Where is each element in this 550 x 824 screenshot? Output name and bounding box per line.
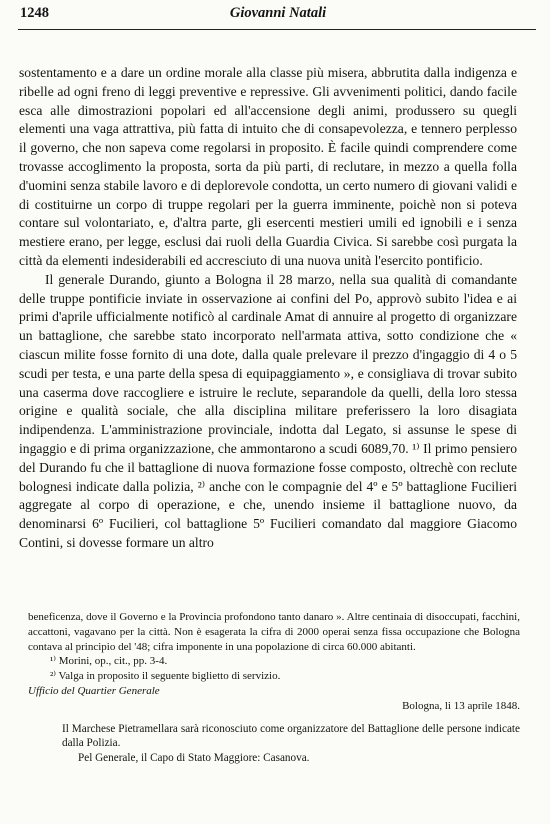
date-line: Bologna, li 13 aprile 1848. <box>402 699 520 712</box>
paragraph-1: sostentamento e a dare un ordine morale alla classe più misera, abbrutita dalla indigenza e ribelle ad ogni freno di leggi preventive e repressive. Gli avvenimenti politici, dando facile esca alle dimostrazioni popolari ed all'accensione degli animi, produssero su quegli elementi una vaga attrattiva, più fatta di intuito che di consapevolezza, e tennero perplesso il governo, che non sapeva come regolarsi in proposito. È facile quindi comprendere come trovasse accoglimento la proposta, sorta da più parti, di reclutare, in mezzo a quella folla d'uomini senza stabile lavoro e di deplorevole condotta, un certo numero di giovani validi e di costituirne un corpo di truppe regolari per la guerra imminente, poichè non si poteva contare sul volontariato, e, d'altra parte, gli esercenti mestieri umili ed ignobili e i senza mestiere erano, per legge, esclusi dai ruoli della Guardia Civica. Si sarebbe così purgata la città da elementi indesiderabili ed accresciuto di una nuova unità l'esercito pontificio. <box>19 65 517 268</box>
page-header <box>20 5 536 27</box>
paragraph-2: Il generale Durando, giunto a Bologna il 28 marzo, nella sua qualità di comandante delle truppe pontificie inviate in osservazione ai confini del Po, approvò subito l'idea e ai primi d'aprile ufficialmente notificò al cardinale Amat di annuire al progetto di organizzare un battaglione, che sarebbe stato incorporato nell'armata attiva, sotto condizione che « ciascun milite fosse fornito di una dote, dalla quale prelevare il prezzo d'ingaggio di 4 o 5 scudi per testa, e una parte della spesa di equipaggiamento », e consigliava di trovar subito una caserma dove raccogliere e istruire le reclute, separandole da quelli, della loro stessa origine e qualità sociale, che alla disciplina militare preferissero la loro disagiata indipendenza. L'amministrazione provinciale, indotta dal Legato, si assunse le spese di ingaggio e di prima organizzazione, che ammontarono a scudi 6089,70. ¹⁾ Il primo pensiero del Durando fu che il battaglione di nuova formazione fosse composto, oltrechè con reclute bolognesi indicate dalla polizia, ²⁾ anche con le compagnie del 4º e 5º battaglione Fucilieri aggregate al corpo di operazione, e che, unendo insieme il battaglione nuovo, da denominarsi 6º Fucilieri, col battaglione 5º Fucilieri comandato dal maggiore Giacomo Contini, si dovesse formare un altro <box>19 271 517 550</box>
signature: Pel Generale, il Capo di Stato Maggiore: Casanova. <box>78 752 310 765</box>
header-rule <box>18 29 536 30</box>
footnote-continuation: beneficenza, dove il Governo e la Provincia profondono tanto danaro ». Altre centinaia di disoccupati, facchini, accattoni, vagavano per la città. Non è esagerata la cifra di 2000 operai senza fissa occupazione che Bologna contava al principio del '48; cifra imponente in una popolazione di circa 60.000 abitanti. <box>28 611 520 653</box>
main-text <box>19 64 517 553</box>
page-number: 1248 <box>20 5 49 21</box>
footnote-separator <box>19 593 517 599</box>
order-text: Il Marchese Pietramellara sarà riconosciuto come organizzatore del Battaglione delle persone indicate dalla Polizia. <box>62 722 520 750</box>
running-title: Giovanni Natali <box>229 5 327 21</box>
footnote-1: ¹⁾ Morini, op., cit., pp. 3-4. <box>50 655 168 668</box>
office-heading: Ufficio del Quartier Generale <box>28 684 160 697</box>
footnotes <box>28 610 520 766</box>
footnote-2: ²⁾ Valga in proposito il seguente biglietto di servizio. <box>50 670 281 683</box>
